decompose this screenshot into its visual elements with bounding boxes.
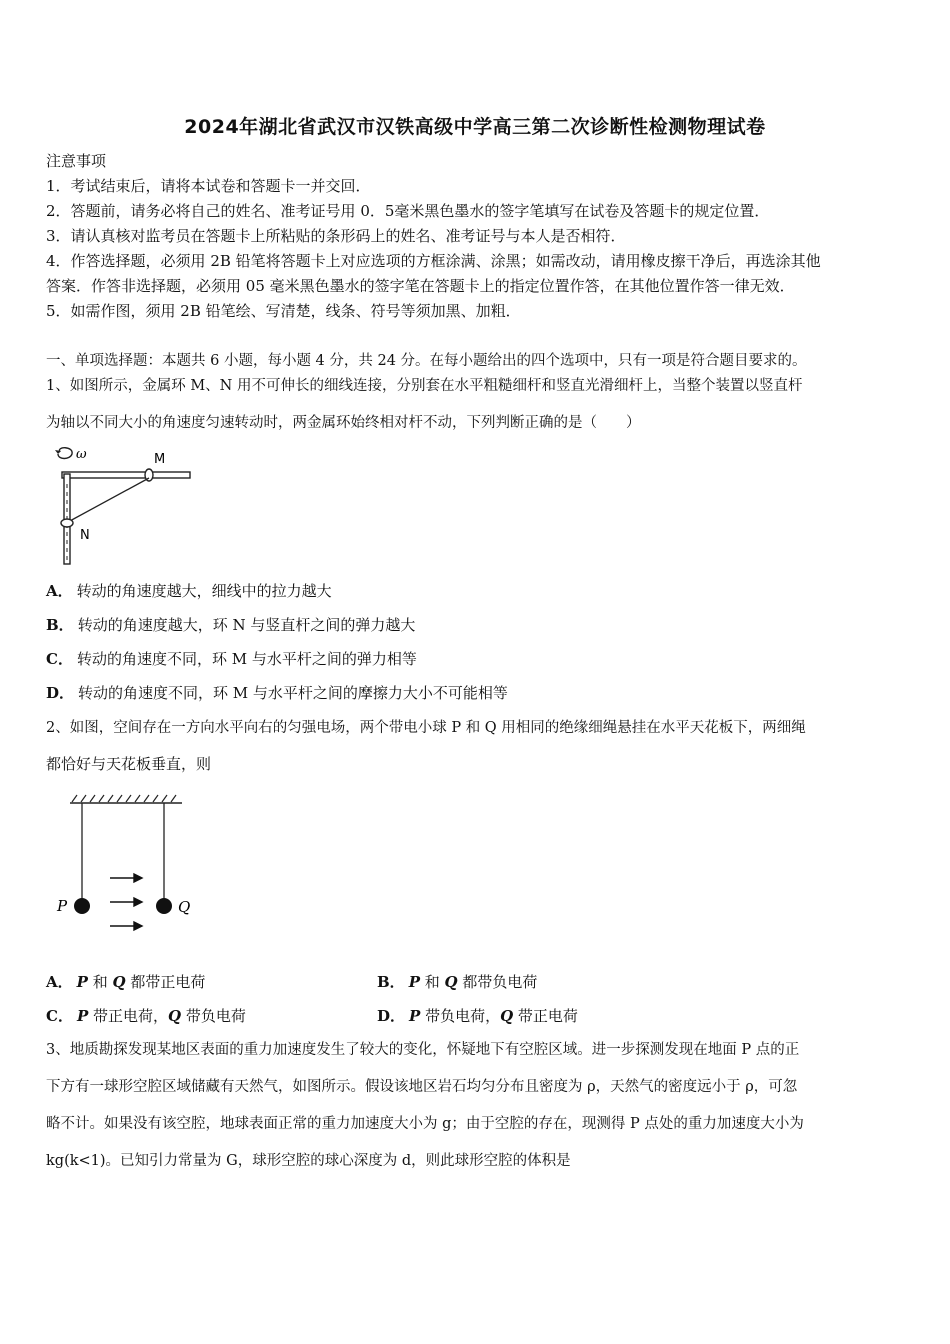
q2-figure	[50, 793, 210, 943]
ceiling-hatching	[72, 795, 176, 802]
ball-q	[156, 898, 172, 914]
label-m: M	[154, 452, 166, 467]
electric-field-arrows	[110, 874, 142, 930]
q2-option-c[interactable]: C． P 带正电荷，Q 带负电荷	[46, 1007, 246, 1025]
q1-stem-line2: 为轴以不同大小的角速度匀速转动时，两金属环始终相对杆不动，下列判断正确的是（ ）	[46, 415, 641, 431]
label-n: N	[80, 528, 90, 543]
q1-option-a[interactable]: A． 转动的角速度越大，细线中的拉力越大	[46, 582, 332, 600]
q2-stem-line2: 都恰好与天花板垂直，则	[46, 755, 212, 773]
horizontal-rod	[62, 472, 190, 478]
q1-option-d[interactable]: D． 转动的角速度不同，环 M 与水平杆之间的摩擦力大小不可能相等	[46, 684, 508, 702]
ring-n	[61, 519, 73, 527]
q2-option-b[interactable]: B． P 和 Q 都带负电荷	[377, 973, 538, 991]
ball-p	[74, 898, 90, 914]
section-heading: 一、单项选择题：本题共 6 小题，每小题 4 分，共 24 分。在每小题给出的四个选项中，只有一项是符合题目要求的。	[46, 353, 807, 369]
q3-stem-line2: 下方有一球形空腔区域储藏有天然气，如图所示。假设该地区岩石均匀分布且密度为 ρ，天然气的密度远小于 ρ，可忽	[46, 1079, 798, 1095]
connecting-string	[68, 478, 149, 522]
q1-stem-line1: 1、如图所示，金属环 M、N 用不可伸长的细线连接，分别套在水平粗糙细杆和竖直光滑细杆上，当整个装置以竖直杆	[46, 378, 803, 394]
rotation-arrow-icon	[58, 448, 72, 459]
q2-stem-line1: 2、如图，空间存在一方向水平向右的匀强电场，两个带电小球 P 和 Q 用相同的绝缘细绳悬挂在水平天花板下，两细绳	[46, 720, 806, 736]
notice-item: 1．考试结束后，请将本试卷和答题卡一并交回．	[46, 177, 371, 195]
notice-item: 3．请认真核对监考员在答题卡上所粘贴的条形码上的姓名、准考证号与本人是否相符．	[46, 227, 626, 245]
exam-title: 2024年湖北省武汉市汉铁高级中学高三第二次诊断性检测物理试卷	[184, 116, 766, 138]
omega-label: ω	[76, 447, 87, 462]
q1-figure	[46, 444, 206, 568]
label-p: P	[57, 897, 68, 915]
label-q: Q	[178, 898, 191, 916]
q3-stem-line4: kg(k<1)。已知引力常量为 G，球形空腔的球心深度为 d，则此球形空腔的体积是	[46, 1153, 571, 1169]
q1-option-c[interactable]: C． 转动的角速度不同，环 M 与水平杆之间的弹力相等	[46, 650, 417, 668]
q3-stem-line3: 略不计。如果没有该空腔，地球表面正常的重力加速度大小为 g；由于空腔的存在，现测得 P 点处的重力加速度大小为	[46, 1116, 804, 1132]
notice-item: 4．作答选择题，必须用 2B 铅笔将答题卡上对应选项的方框涂满、涂黑；如需改动，请用橡皮擦干净后，再选涂其他	[46, 252, 821, 270]
notice-heading: 注意事项	[46, 152, 107, 170]
q2-option-d[interactable]: D． P 带负电荷，Q 带正电荷	[377, 1007, 578, 1025]
q1-option-b[interactable]: B． 转动的角速度越大，环 N 与竖直杆之间的弹力越大	[46, 616, 416, 634]
notice-item: 2．答题前，请务必将自己的姓名、准考证号用 0．5毫米黑色墨水的签字笔填写在试卷及答题卡的规定位置．	[46, 202, 770, 220]
q3-stem-line1: 3、地质勘探发现某地区表面的重力加速度发生了较大的变化，怀疑地下有空腔区域。进一步探测发现在地面 P 点的正	[46, 1042, 800, 1058]
notice-item: 答案．作答非选择题，必须用 05 毫米黑色墨水的签字笔在答题卡上的指定位置作答，在其他位置作答一律无效．	[46, 277, 795, 295]
notice-item: 5．如需作图，须用 2B 铅笔绘、写清楚，线条、符号等须加黑、加粗．	[46, 302, 521, 320]
q2-option-a[interactable]: A． P 和 Q 都带正电荷	[46, 973, 206, 991]
